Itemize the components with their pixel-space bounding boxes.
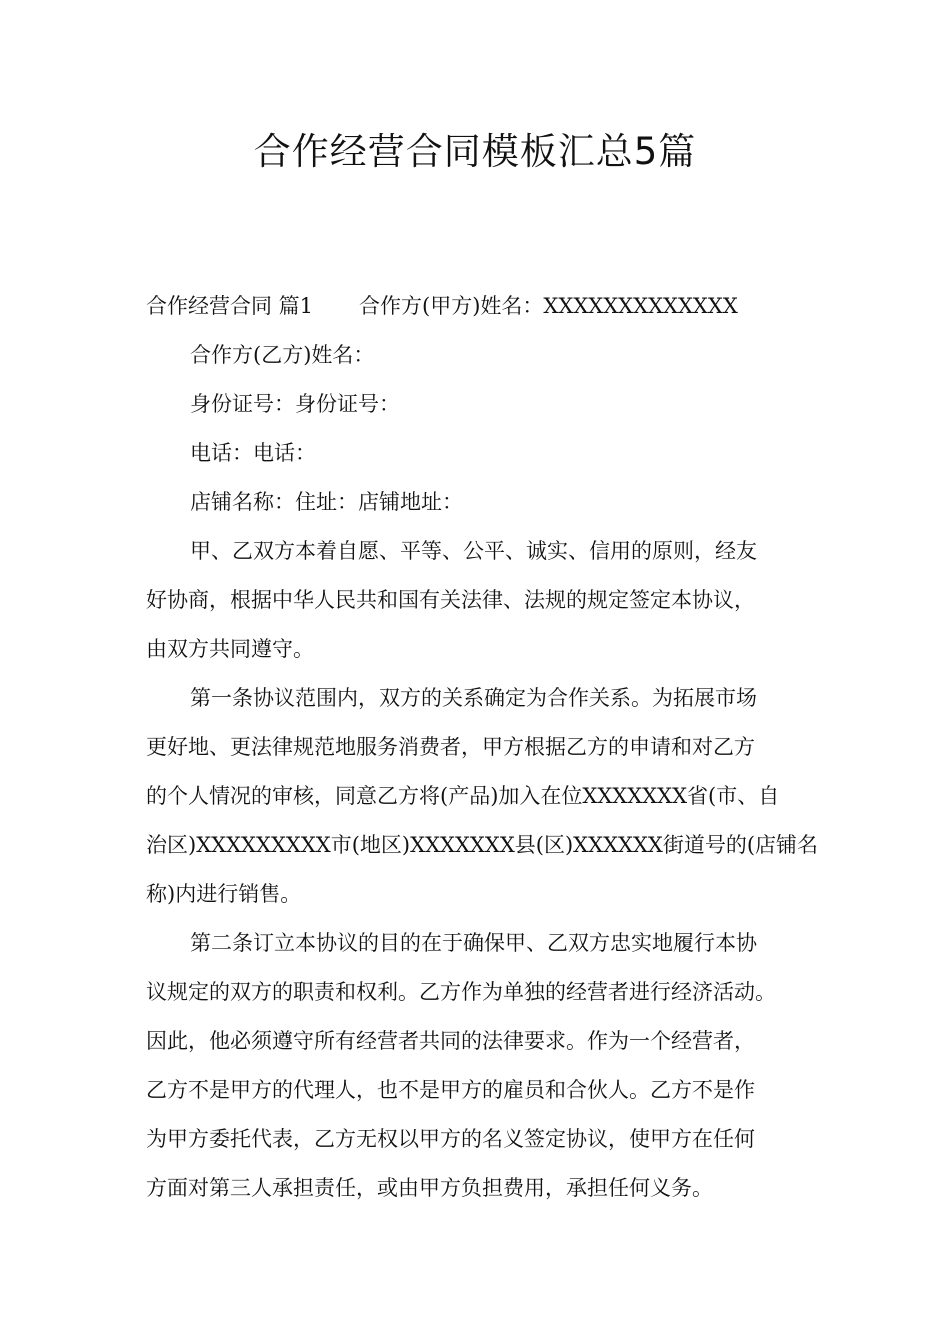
article-1-line-1: 第一条协议范围内，双方的关系确定为合作关系。为拓展市场 (190, 686, 757, 710)
preamble-line-3: 由双方共同遵守。 (146, 637, 314, 661)
phone-line: 电话：电话： (190, 441, 316, 465)
article-2-line-2: 议规定的双方的职责和权利。乙方作为单独的经营者进行经济活动。 (146, 980, 776, 1004)
document-title: 合作经营合同模板汇总5篇 (253, 130, 697, 173)
party-b-name: 合作方(乙方)姓名： (190, 343, 375, 367)
id-number-line: 身份证号：身份证号： (190, 392, 400, 416)
article-1-line-3: 的个人情况的审核，同意乙方将(产品)加入在位XXXXXXX省(市、自 (146, 784, 780, 808)
article-2-line-3: 因此，他必须遵守所有经营者共同的法律要求。作为一个经营者， (146, 1029, 755, 1053)
party-a-line (146, 282, 814, 331)
article-2-line-1: 第二条订立本协议的目的在于确保甲、乙双方忠实地履行本协 (190, 931, 757, 955)
preamble-line-1: 甲、乙双方本着自愿、平等、公平、诚实、信用的原则，经友 (190, 539, 757, 563)
article-2-line-6: 方面对第三人承担责任，或由甲方负担费用，承担任何义务。 (146, 1176, 713, 1200)
article-2-line-5: 为甲方委托代表，乙方无权以甲方的名义签定协议，使甲方在任何 (146, 1127, 755, 1151)
party-a-name: 合作方(甲方)姓名：XXXXXXXXXXXXX (359, 294, 738, 318)
article-2-line-4: 乙方不是甲方的代理人，也不是甲方的雇员和合伙人。乙方不是作 (146, 1078, 755, 1102)
document-body (146, 282, 819, 1213)
store-address-line: 店铺名称：住址：店铺地址： (190, 490, 463, 514)
preamble-line-2: 好协商，根据中华人民共和国有关法律、法规的规定签定本协议， (146, 588, 755, 612)
article-1-line-2: 更好地、更法律规范地服务消费者，甲方根据乙方的申请和对乙方 (146, 735, 755, 759)
section-heading: 合作经营合同 篇1 (146, 294, 314, 318)
article-1-line-5: 称)内进行销售。 (146, 882, 302, 906)
article-1-line-4: 治区)XXXXXXXXX市(地区)XXXXXXX县(区)XXXXXX街道号的(店铺名 (146, 833, 819, 857)
